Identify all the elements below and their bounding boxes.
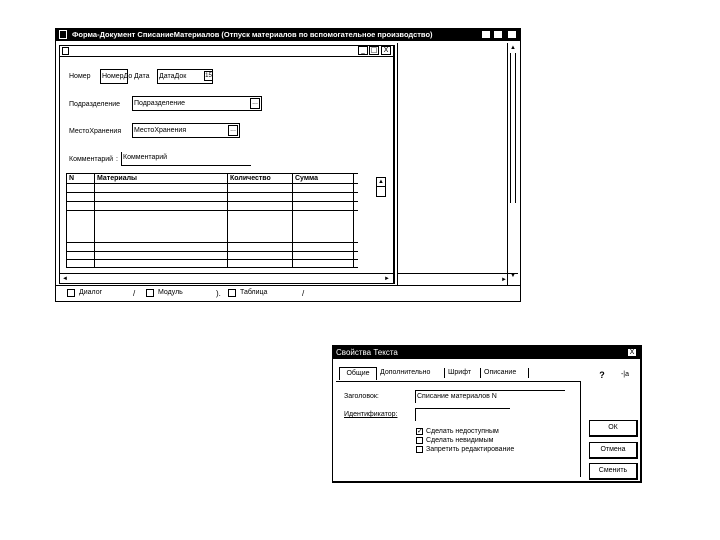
general-tab-panel — [336, 381, 580, 476]
ok-button[interactable]: ОК — [589, 420, 638, 437]
mesto-label: МестоХранения — [69, 128, 122, 135]
calendar-button[interactable]: 15 — [205, 73, 212, 79]
materials-table[interactable] — [66, 173, 358, 268]
main-title-bar[interactable] — [56, 29, 520, 41]
checkbox-readonly[interactable] — [416, 446, 423, 453]
dialog-tab-strip — [339, 367, 579, 381]
bottom-tab-strip — [56, 285, 520, 301]
inner-doc-icon — [62, 47, 69, 55]
module-tab-icon — [146, 289, 154, 297]
inner-maximize-button[interactable]: □ — [370, 46, 378, 54]
scroll-right-icon: ► — [384, 276, 390, 282]
comment-label: Комментарий — [69, 156, 114, 163]
ident-field[interactable] — [415, 408, 510, 421]
podrazd-field[interactable]: Подразделение — [132, 96, 262, 111]
outer-horizontal-scrollbar[interactable] — [398, 273, 518, 285]
scroll-left-icon: ◄ — [62, 276, 68, 282]
table-scrollbar[interactable] — [376, 177, 386, 197]
minimize-button[interactable]: _ — [481, 30, 491, 39]
tab-divider — [528, 368, 529, 378]
nomer-label: Номер — [69, 73, 91, 80]
inner-minimize-button[interactable]: _ — [358, 46, 368, 55]
col-header-materialy: Материалы — [97, 175, 138, 182]
outer-scroll-down-icon: ▼ — [510, 273, 516, 279]
cancel-button[interactable]: Отмена — [589, 442, 638, 459]
data-field[interactable]: ДатаДок — [157, 69, 213, 84]
tab-separator: / — [133, 289, 136, 298]
ident-label: Идентификатор: — [344, 411, 398, 418]
tab-dialog-label: Диалог — [79, 289, 103, 296]
outer-scroll-right-icon: ► — [501, 277, 507, 283]
change-button[interactable]: Сменить — [589, 463, 638, 480]
outer-vertical-scrollbar[interactable] — [507, 43, 519, 285]
pin-icon[interactable]: -|a — [620, 371, 630, 378]
help-icon[interactable]: ? — [599, 370, 605, 380]
podrazd-select-button[interactable]: ... — [250, 98, 260, 109]
dialog-close-button[interactable]: X — [627, 348, 637, 357]
inner-close-button[interactable]: X — [381, 46, 391, 55]
checkbox-invisible-label: Сделать невидимым — [426, 437, 494, 444]
tab-divider — [480, 368, 481, 378]
dialog-title-text: Свойства Текста — [336, 348, 398, 357]
right-pane-divider — [397, 43, 398, 285]
tab-separator: ). — [216, 289, 221, 298]
tab-description[interactable]: Описание — [484, 369, 517, 376]
checkbox-disable[interactable]: ✓ — [417, 427, 423, 435]
dialog-title-bar[interactable] — [333, 346, 640, 359]
tab-panel-right-border — [580, 381, 581, 477]
outer-scroll-up-icon: ▲ — [510, 45, 516, 51]
app-icon — [59, 30, 67, 39]
podrazd-label: Подразделение — [69, 101, 121, 108]
form-document-window — [55, 28, 521, 302]
form-bottom-scrollbar[interactable] — [60, 273, 393, 283]
table-tab-icon — [228, 289, 236, 297]
form-inner-window — [59, 45, 395, 284]
zagolovok-label: Заголовок: — [344, 393, 379, 400]
main-title-text: Форма-Документ СписаниеМатериалов (Отпуск материалов по вспомогательное производство) — [72, 30, 433, 39]
tab-font[interactable]: Шрифт — [448, 369, 472, 376]
checkbox-invisible[interactable] — [416, 437, 423, 444]
col-header-summa: Сумма — [295, 175, 319, 182]
tab-module-label: Модуль — [158, 289, 183, 296]
nomer-field[interactable]: НомерДо — [100, 69, 128, 84]
col-header-n: N — [69, 175, 75, 182]
tab-divider — [444, 368, 445, 378]
tab-table-label: Таблица — [240, 289, 268, 296]
comment-field[interactable]: Комментарий — [121, 152, 251, 166]
checkbox-readonly-label: Запретить редактирование — [426, 446, 515, 453]
tab-general[interactable]: Общие — [339, 367, 377, 380]
tab-additional[interactable]: Дополнительно — [380, 369, 431, 376]
checkbox-disable-label: Сделать недоступным — [426, 428, 499, 435]
mesto-select-button[interactable]: ... — [228, 125, 238, 136]
data-label: Дата — [134, 73, 150, 80]
inner-title-bar[interactable] — [60, 46, 393, 57]
text-properties-dialog — [332, 345, 642, 483]
zagolovok-field[interactable]: Списание материалов N — [415, 390, 565, 403]
table-scroll-up-icon: ▲ — [378, 179, 384, 185]
tab-separator: / — [302, 289, 305, 298]
col-header-kolichestvo: Количество — [230, 175, 271, 182]
comment-colon: : — [116, 156, 118, 163]
maximize-button[interactable]: □ — [494, 30, 502, 38]
dialog-tab-icon — [67, 289, 75, 297]
mesto-field[interactable]: МестоХранения — [132, 123, 240, 138]
close-button[interactable]: X — [507, 30, 517, 39]
